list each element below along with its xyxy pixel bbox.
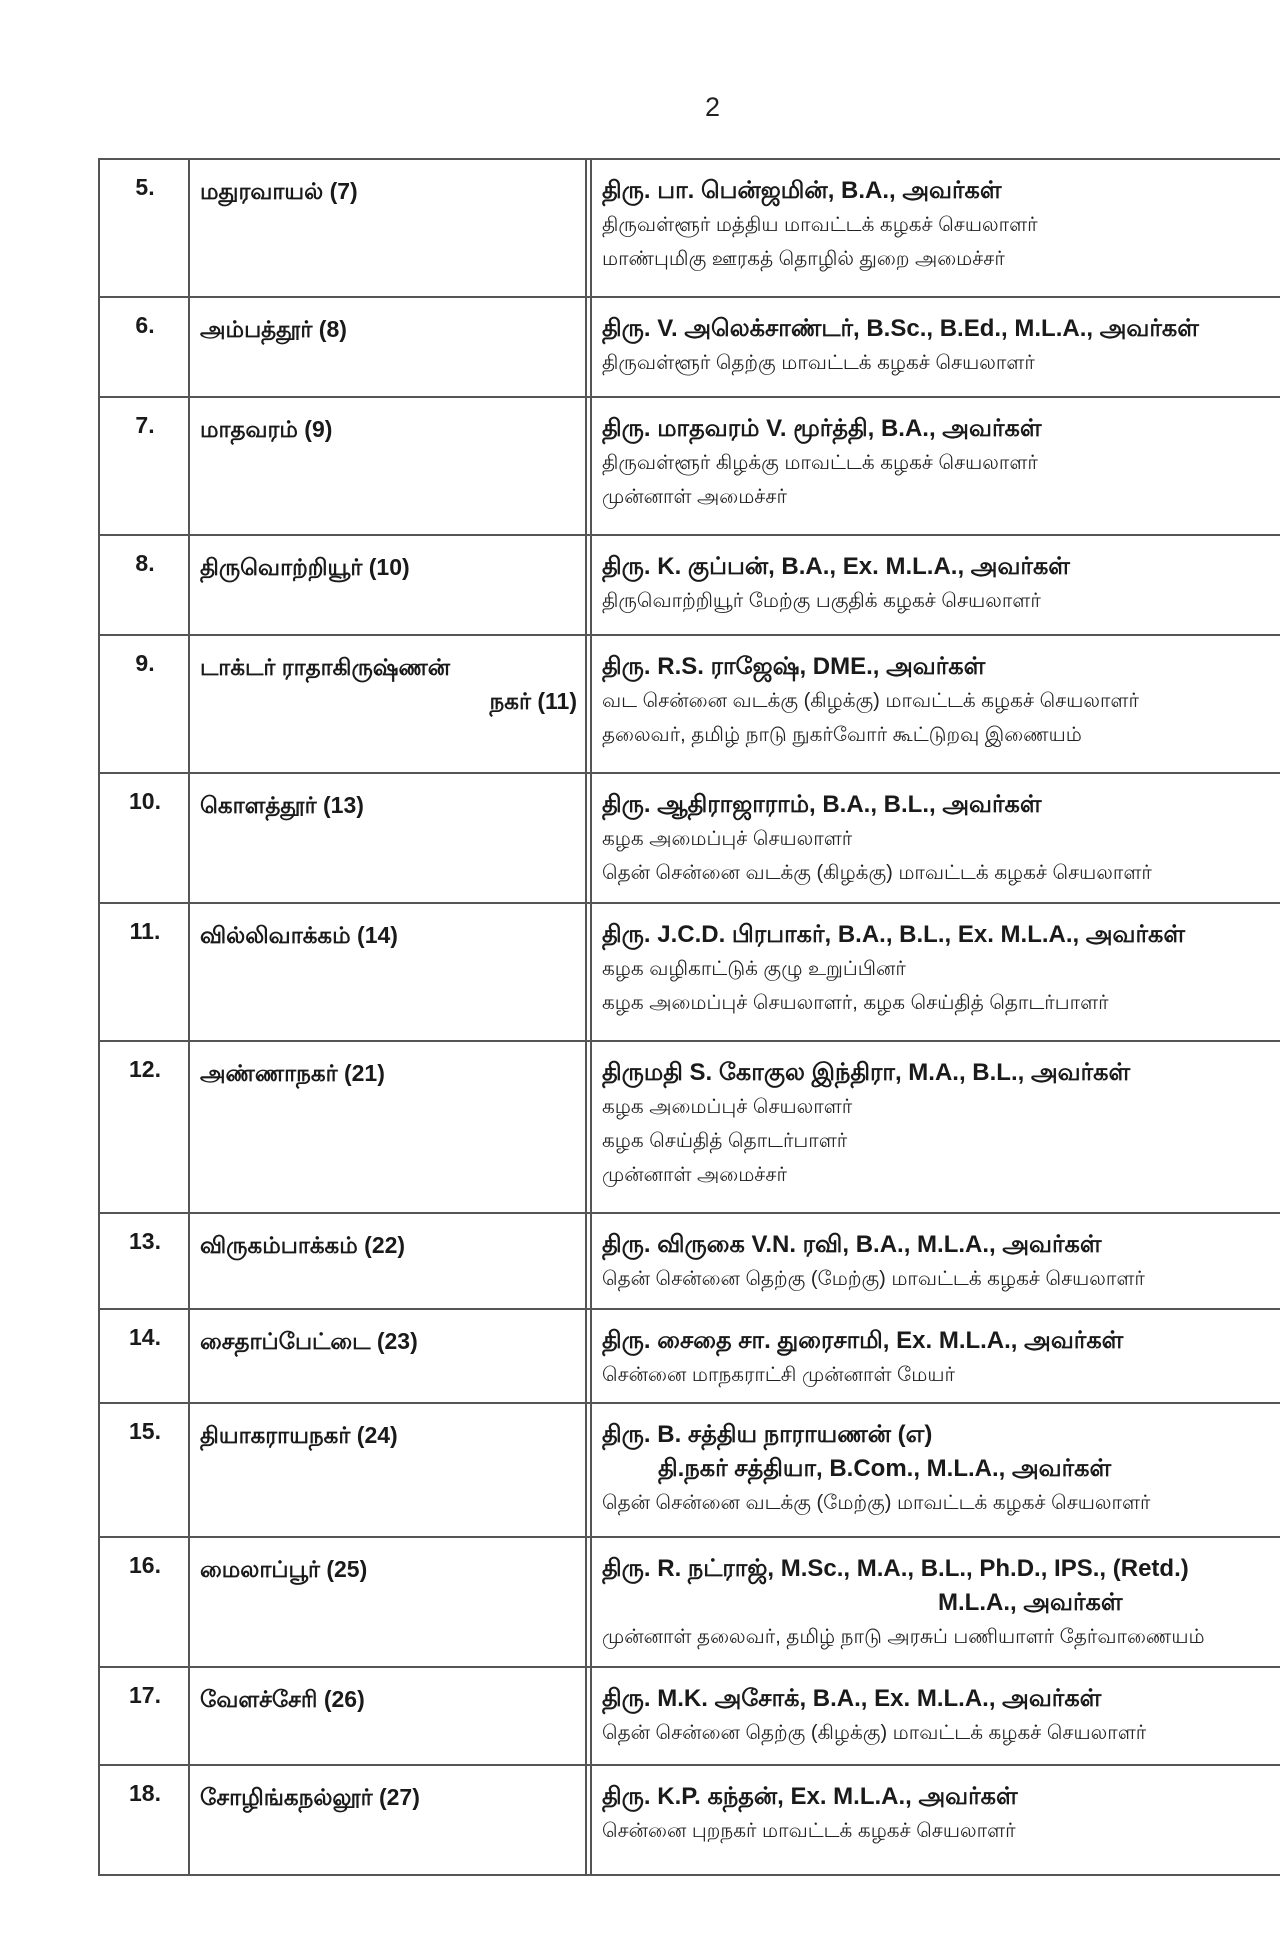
row-number: 5. — [99, 159, 189, 297]
row-number: 13. — [99, 1213, 189, 1309]
constituency-name: மாதவரம் (9) — [200, 416, 333, 442]
table-row — [99, 159, 1280, 297]
constituency-cell — [189, 1041, 586, 1213]
table-row — [99, 397, 1280, 535]
candidate-cell — [591, 535, 1280, 635]
candidate-cell — [591, 159, 1280, 297]
constituency-cell — [189, 297, 586, 397]
table-row — [99, 635, 1280, 773]
constituency-name: தியாகராயநகர் (24) — [200, 1422, 398, 1448]
candidate-table-body — [99, 159, 1280, 1875]
constituency-cell — [189, 1309, 586, 1403]
candidate-cell — [591, 1041, 1280, 1213]
candidate-name: திரு. J.C.D. பிரபாகர், B.A., B.L., Ex. M.L.A., அவர்கள் — [602, 921, 1186, 948]
constituency-name: விருகம்பாக்கம் (22) — [200, 1232, 406, 1258]
page-number: 2 — [704, 92, 721, 122]
candidate-name: திரு. K. குப்பன், B.A., Ex. M.L.A., அவர்கள் — [602, 553, 1070, 580]
candidate-role: திருவள்ளூர் கிழக்கு மாவட்டக் கழகச் செயலாளர் — [602, 452, 1038, 474]
candidate-role: முன்னாள் அமைச்சர் — [602, 1164, 787, 1186]
candidate-role: கழக அமைப்புச் செயலாளர், கழக செய்தித் தொடர்பாளர் — [602, 992, 1109, 1014]
candidate-name: M.L.A., அவர்கள் — [938, 1589, 1123, 1616]
constituency-cell — [189, 903, 586, 1041]
constituency-name: திருவொற்றியூர் (10) — [200, 554, 410, 580]
constituency-cell — [189, 1765, 586, 1875]
constituency-cell — [189, 159, 586, 297]
constituency-cell — [189, 397, 586, 535]
constituency-name: அம்பத்தூர் (8) — [200, 316, 347, 342]
candidate-role: முன்னாள் தலைவர், தமிழ் நாடு அரசுப் பணியாளர் தேர்வாணையம் — [602, 1626, 1205, 1648]
table-row — [99, 1765, 1280, 1875]
candidate-name: திரு. V. அலெக்சாண்டர், B.Sc., B.Ed., M.L.A., அவர்கள் — [602, 315, 1199, 342]
constituency-name: டாக்டர் ராதாகிருஷ்ணன் — [200, 654, 451, 680]
candidate-role: தென் சென்னை வடக்கு (கிழக்கு) மாவட்டக் கழகச் செயலாளர் — [602, 862, 1152, 884]
constituency-cell — [189, 1403, 586, 1537]
constituency-name: அண்ணாநகர் (21) — [200, 1060, 385, 1086]
table-row — [99, 1213, 1280, 1309]
candidate-name: திரு. மாதவரம் V. மூர்த்தி, B.A., அவர்கள் — [602, 415, 1042, 442]
candidate-name: தி.நகர் சத்தியா, B.Com., M.L.A., அவர்கள் — [658, 1455, 1112, 1482]
candidate-table — [98, 158, 1280, 1876]
candidate-role: சென்னை புறநகர் மாவட்டக் கழகச் செயலாளர் — [602, 1820, 1016, 1842]
constituency-name: நகர் (11) — [489, 688, 577, 714]
candidate-role: கழக வழிகாட்டுக் குழு உறுப்பினர் — [602, 958, 906, 980]
candidate-role: சென்னை மாநகராட்சி முன்னாள் மேயர் — [602, 1364, 955, 1386]
candidate-name: திரு. சைதை சா. துரைசாமி, Ex. M.L.A., அவர்கள் — [602, 1327, 1124, 1354]
table-row — [99, 1537, 1280, 1667]
candidate-cell — [591, 297, 1280, 397]
candidate-role: கழக அமைப்புச் செயலாளர் — [602, 1096, 853, 1118]
candidate-cell — [591, 773, 1280, 903]
candidate-name: திரு. M.K. அசோக், B.A., Ex. M.L.A., அவர்கள் — [602, 1685, 1102, 1712]
table-row — [99, 297, 1280, 397]
constituency-name: சைதாப்பேட்டை (23) — [200, 1328, 418, 1354]
constituency-name: கொளத்தூர் (13) — [200, 792, 364, 818]
constituency-cell — [189, 1537, 586, 1667]
candidate-name: திரு. K.P. கந்தன், Ex. M.L.A., அவர்கள் — [602, 1783, 1018, 1810]
candidate-cell — [591, 1309, 1280, 1403]
candidate-name: திரு. விருகை V.N. ரவி, B.A., M.L.A., அவர்கள் — [602, 1231, 1102, 1258]
constituency-name: சோழிங்கநல்லூர் (27) — [200, 1784, 420, 1810]
candidate-cell — [591, 1765, 1280, 1875]
row-number: 18. — [99, 1765, 189, 1875]
row-number: 12. — [99, 1041, 189, 1213]
table-row — [99, 535, 1280, 635]
candidate-cell — [591, 1537, 1280, 1667]
candidate-cell — [591, 1213, 1280, 1309]
candidate-role: மாண்புமிகு ஊரகத் தொழில் துறை அமைச்சர் — [602, 248, 1005, 270]
candidate-role: தென் சென்னை தெற்கு (மேற்கு) மாவட்டக் கழகச் செயலாளர் — [602, 1268, 1145, 1290]
candidate-name: திரு. ஆதிராஜாராம், B.A., B.L., அவர்கள் — [602, 791, 1042, 818]
table-row — [99, 1309, 1280, 1403]
constituency-name: வில்லிவாக்கம் (14) — [200, 922, 398, 948]
table-row — [99, 773, 1280, 903]
candidate-name: திரு. R. நட்ராஜ், M.Sc., M.A., B.L., Ph.D., IPS., (Retd.) — [602, 1555, 1189, 1582]
table-row — [99, 1403, 1280, 1537]
row-number: 10. — [99, 773, 189, 903]
row-number: 8. — [99, 535, 189, 635]
candidate-role: திருவொற்றியூர் மேற்கு பகுதிக் கழகச் செயலாளர் — [602, 590, 1041, 612]
row-number: 15. — [99, 1403, 189, 1537]
row-number: 16. — [99, 1537, 189, 1667]
constituency-name: மதுரவாயல் (7) — [200, 178, 358, 204]
row-number: 17. — [99, 1667, 189, 1765]
row-number: 7. — [99, 397, 189, 535]
candidate-name: திருமதி S. கோகுல இந்திரா, M.A., B.L., அவர்கள் — [602, 1059, 1131, 1086]
constituency-name: வேளச்சேரி (26) — [200, 1686, 365, 1712]
candidate-cell — [591, 397, 1280, 535]
row-number: 9. — [99, 635, 189, 773]
constituency-cell — [189, 773, 586, 903]
candidate-role: வட சென்னை வடக்கு (கிழக்கு) மாவட்டக் கழகச் செயலாளர் — [602, 690, 1139, 712]
candidate-name: திரு. பா. பென்ஜமின், B.A., அவர்கள் — [602, 177, 1002, 204]
candidate-role: முன்னாள் அமைச்சர் — [602, 486, 787, 508]
candidate-role: திருவள்ளூர் மத்திய மாவட்டக் கழகச் செயலாளர் — [602, 214, 1038, 236]
candidate-name: திரு. R.S. ராஜேஷ், DME., அவர்கள் — [602, 653, 986, 680]
constituency-cell — [189, 635, 586, 773]
table-row — [99, 1041, 1280, 1213]
constituency-name: மைலாப்பூர் (25) — [200, 1556, 368, 1582]
table-row — [99, 903, 1280, 1041]
constituency-cell — [189, 1213, 586, 1309]
candidate-role: தென் சென்னை தெற்கு (கிழக்கு) மாவட்டக் கழகச் செயலாளர் — [602, 1722, 1147, 1744]
candidate-cell — [591, 903, 1280, 1041]
candidate-name: திரு. B. சத்திய நாராயணன் (எ) — [602, 1421, 933, 1448]
candidate-role: கழக அமைப்புச் செயலாளர் — [602, 828, 853, 850]
table-row — [99, 1667, 1280, 1765]
row-number: 11. — [99, 903, 189, 1041]
row-number: 14. — [99, 1309, 189, 1403]
candidate-role: தென் சென்னை வடக்கு (மேற்கு) மாவட்டக் கழகச் செயலாளர் — [602, 1492, 1151, 1514]
constituency-cell — [189, 1667, 586, 1765]
constituency-cell — [189, 535, 586, 635]
candidate-role: தலைவர், தமிழ் நாடு நுகர்வோர் கூட்டுறவு இணையம் — [602, 724, 1082, 746]
row-number: 6. — [99, 297, 189, 397]
candidate-role: திருவள்ளூர் தெற்கு மாவட்டக் கழகச் செயலாளர் — [602, 352, 1035, 374]
candidate-cell — [591, 1667, 1280, 1765]
candidate-role: கழக செய்தித் தொடர்பாளர் — [602, 1130, 848, 1152]
candidate-cell — [591, 1403, 1280, 1537]
candidate-cell — [591, 635, 1280, 773]
